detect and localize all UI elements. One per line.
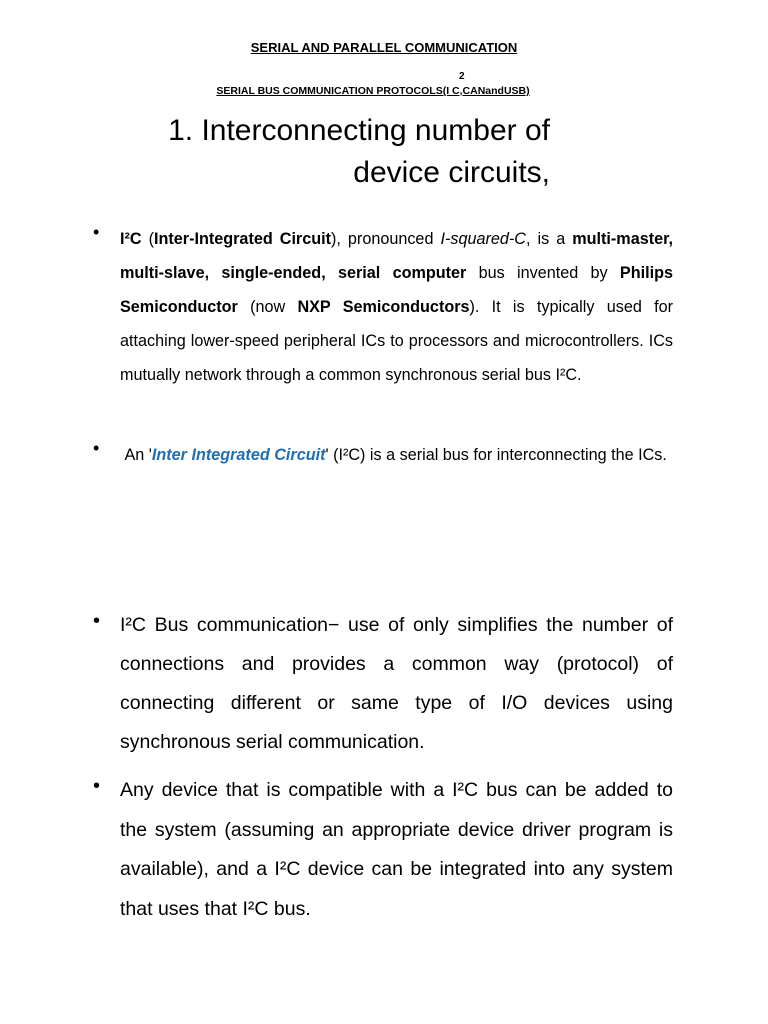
paragraph-i2c-definition xyxy=(120,222,673,392)
p2-text: ' (I²C) is a serial bus for interconnecting the ICs. xyxy=(325,446,667,464)
bullet-marker: • xyxy=(93,775,101,797)
p2-text: An ' xyxy=(124,446,152,464)
p1-text: (now xyxy=(237,298,298,316)
subtitle-superscript: 2 xyxy=(459,71,465,82)
bullet-marker: • xyxy=(93,438,100,458)
p1-text: ). It is typically used for attaching lower-speed peripheral ICs to processors and microcontrollers. ICs mutually network through a common synchronous serial bus I²C. xyxy=(120,298,673,384)
p1-text: ), pronounced xyxy=(331,230,441,248)
p1-term: I²C xyxy=(120,230,142,248)
p1-expansion: Inter-Integrated Circuit xyxy=(154,230,332,248)
bullet-marker: • xyxy=(93,222,100,242)
inter-integrated-circuit-link[interactable]: Inter Integrated Circuit xyxy=(151,446,326,464)
paragraph-inter-integrated-circuit xyxy=(120,438,673,472)
p1-company: NXP Semiconductors xyxy=(297,298,470,316)
document-subtitle: SERIAL BUS COMMUNICATION PROTOCOLS(I C,CANandUSB) xyxy=(216,85,530,97)
p1-text: bus invented by xyxy=(466,264,620,282)
section-heading xyxy=(116,110,550,194)
p1-text: ( xyxy=(141,230,154,248)
document-title: SERIAL AND PARALLEL COMMUNICATION xyxy=(250,40,518,55)
section-heading-line-1: 1. Interconnecting number of xyxy=(168,114,550,147)
paragraph-bus-communication: I²C Bus communication− use of only simplifies the number of connections and provides a common way (protocol) of connecting different or same type of I/O devices using synchronous serial communication. xyxy=(120,614,673,753)
paragraph-device-compatibility: Any device that is compatible with a I²C bus can be added to the system (assuming an appropriate device driver program is available), and a I²C device can be integrated into any system that uses that I²C bus. xyxy=(120,779,673,920)
p1-inventor: Philips Semiconductor xyxy=(120,264,673,316)
section-heading-line-2: device circuits, xyxy=(353,156,550,189)
p1-text: , is a xyxy=(525,230,573,248)
p1-pronunciation: I-squared-C xyxy=(440,230,526,248)
bullet-marker: • xyxy=(93,610,101,632)
p1-bus-type: multi-master, multi-slave, single-ended, serial computer xyxy=(120,230,674,282)
